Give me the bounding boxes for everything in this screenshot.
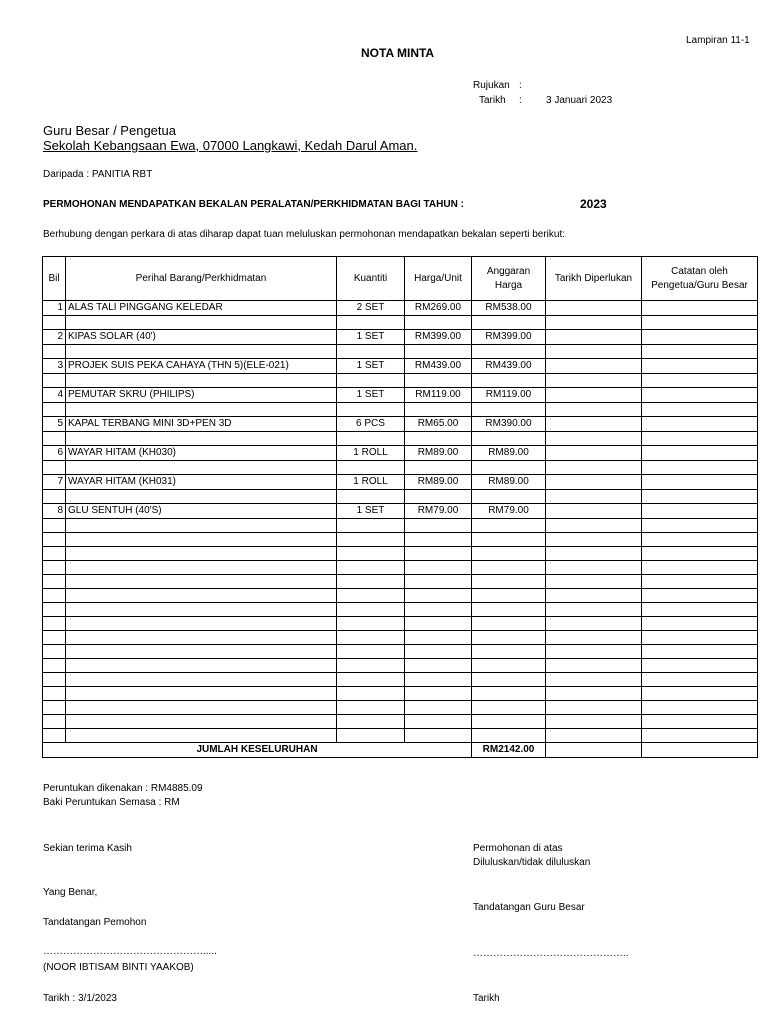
date-label: Tarikh — [479, 95, 506, 106]
row-estimate: RM89.00 — [472, 475, 546, 490]
row-quantity: 1 ROLL — [337, 446, 405, 461]
table-row — [43, 504, 758, 519]
blank-row — [43, 673, 758, 687]
closing-thanks: Sekian terima Kasih — [43, 843, 132, 854]
head-signature-line: ……………………………………….. — [473, 948, 629, 959]
row-date-needed — [546, 417, 642, 432]
intro-text: Berhubung dengan perkara di atas diharap dapat tuan meluluskan permohonan mendapatkan bekalan seperti berikut: — [43, 229, 566, 240]
blank-row — [43, 729, 758, 743]
table-row — [43, 417, 758, 432]
row-quantity: 2 SET — [337, 301, 405, 316]
table-row — [43, 330, 758, 345]
header-estimate: Anggaran Harga — [472, 257, 546, 301]
row-bil: 2 — [43, 330, 66, 345]
header-item: Perihal Barang/Perkhidmatan — [66, 257, 337, 301]
subject-text: PERMOHONAN MENDAPATKAN BEKALAN PERALATAN/PERKHIDMATAN BAGI TAHUN : — [43, 199, 464, 210]
reference-label: Rujukan — [473, 80, 510, 91]
reference-colon: : — [519, 80, 522, 91]
row-notes — [642, 504, 758, 519]
row-quantity: 1 SET — [337, 388, 405, 403]
date-value: 3 Januari 2023 — [546, 95, 613, 106]
blank-row — [43, 603, 758, 617]
blank-row — [43, 589, 758, 603]
blank-row — [43, 617, 758, 631]
row-bil: 3 — [43, 359, 66, 374]
total-value: RM2142.00 — [472, 743, 546, 758]
row-item: WAYAR HITAM (KH030) — [66, 446, 337, 461]
table-row — [43, 446, 758, 461]
total-label: JUMLAH KESELURUHAN — [43, 743, 472, 758]
blank-row — [43, 687, 758, 701]
row-quantity: 1 SET — [337, 330, 405, 345]
row-unit-price: RM439.00 — [405, 359, 472, 374]
blank-row — [43, 645, 758, 659]
closing-yours: Yang Benar, — [43, 887, 98, 898]
addressee-school: Sekolah Kebangsaan Ewa, 07000 Langkawi, Kedah Darul Aman. — [43, 138, 418, 153]
row-item: GLU SENTUH (40'S) — [66, 504, 337, 519]
row-unit-price: RM89.00 — [405, 475, 472, 490]
blank-row — [43, 631, 758, 645]
row-estimate: RM390.00 — [472, 417, 546, 432]
row-quantity: 1 SET — [337, 504, 405, 519]
spacer-row — [43, 432, 758, 446]
row-estimate: RM119.00 — [472, 388, 546, 403]
blank-row — [43, 519, 758, 533]
blank-row — [43, 533, 758, 547]
row-unit-price: RM269.00 — [405, 301, 472, 316]
row-estimate: RM399.00 — [472, 330, 546, 345]
table-row — [43, 388, 758, 403]
row-date-needed — [546, 330, 642, 345]
annex-label: Lampiran 11-1 — [686, 35, 750, 46]
spacer-row — [43, 490, 758, 504]
row-bil: 8 — [43, 504, 66, 519]
row-notes — [642, 359, 758, 374]
allocation-balance: Baki Peruntukan Semasa : RM — [43, 797, 180, 808]
subject-year: 2023 — [580, 197, 607, 211]
row-estimate: RM538.00 — [472, 301, 546, 316]
header-bil: Bil — [43, 257, 66, 301]
spacer-row — [43, 403, 758, 417]
row-notes — [642, 301, 758, 316]
table-header-row — [43, 257, 758, 301]
row-unit-price: RM79.00 — [405, 504, 472, 519]
table-row — [43, 475, 758, 490]
row-date-needed — [546, 388, 642, 403]
table-row — [43, 301, 758, 316]
row-notes — [642, 330, 758, 345]
page-title: NOTA MINTA — [361, 46, 435, 60]
header-unit-price: Harga/Unit — [405, 257, 472, 301]
row-bil: 7 — [43, 475, 66, 490]
row-notes — [642, 388, 758, 403]
header-date-needed: Tarikh Diperlukan — [546, 257, 642, 301]
blank-row — [43, 659, 758, 673]
applicant-signature-label: Tandatangan Pemohon — [43, 917, 147, 928]
row-item: KAPAL TERBANG MINI 3D+PEN 3D — [66, 417, 337, 432]
approval-line1: Permohonan di atas — [473, 843, 563, 854]
row-date-needed — [546, 301, 642, 316]
row-item: WAYAR HITAM (KH031) — [66, 475, 337, 490]
row-item: PROJEK SUIS PEKA CAHAYA (THN 5)(ELE-021) — [66, 359, 337, 374]
head-signature-label: Tandatangan Guru Besar — [473, 902, 585, 913]
row-item: PEMUTAR SKRU (PHILIPS) — [66, 388, 337, 403]
blank-row — [43, 715, 758, 729]
approval-date-label: Tarikh — [473, 993, 500, 1004]
spacer-row — [43, 345, 758, 359]
row-item: ALAS TALI PINGGANG KELEDAR — [66, 301, 337, 316]
row-notes — [642, 417, 758, 432]
date-colon: : — [519, 95, 522, 106]
row-bil: 1 — [43, 301, 66, 316]
row-notes — [642, 475, 758, 490]
blank-row — [43, 561, 758, 575]
header-notes: Catatan oleh Pengetua/Guru Besar — [642, 257, 758, 301]
row-item: KIPAS SOLAR (40') — [66, 330, 337, 345]
row-unit-price: RM89.00 — [405, 446, 472, 461]
row-unit-price: RM65.00 — [405, 417, 472, 432]
spacer-row — [43, 461, 758, 475]
spacer-row — [43, 374, 758, 388]
allocation-given: Peruntukan dikenakan : RM4885.09 — [43, 783, 203, 794]
applicant-date: Tarikh : 3/1/2023 — [43, 993, 117, 1004]
row-bil: 5 — [43, 417, 66, 432]
blank-row — [43, 547, 758, 561]
row-date-needed — [546, 446, 642, 461]
blank-row — [43, 575, 758, 589]
total-row — [43, 743, 758, 758]
row-date-needed — [546, 475, 642, 490]
table-row — [43, 359, 758, 374]
from-line: Daripada : PANITIA RBT — [43, 169, 153, 180]
blank-row — [43, 701, 758, 715]
row-bil: 6 — [43, 446, 66, 461]
row-unit-price: RM399.00 — [405, 330, 472, 345]
approval-line2: Diluluskan/tidak diluluskan — [473, 857, 591, 868]
row-quantity: 1 ROLL — [337, 475, 405, 490]
applicant-signature-line: …………………………………………..... — [43, 946, 217, 957]
row-bil: 4 — [43, 388, 66, 403]
row-quantity: 1 SET — [337, 359, 405, 374]
header-quantity: Kuantiti — [337, 257, 405, 301]
row-date-needed — [546, 504, 642, 519]
row-notes — [642, 446, 758, 461]
addressee-title: Guru Besar / Pengetua — [43, 123, 176, 138]
row-estimate: RM89.00 — [472, 446, 546, 461]
spacer-row — [43, 316, 758, 330]
row-unit-price: RM119.00 — [405, 388, 472, 403]
applicant-name: (NOOR IBTISAM BINTI YAAKOB) — [43, 962, 194, 973]
request-table — [42, 256, 758, 758]
row-estimate: RM79.00 — [472, 504, 546, 519]
row-date-needed — [546, 359, 642, 374]
row-estimate: RM439.00 — [472, 359, 546, 374]
row-quantity: 6 PCS — [337, 417, 405, 432]
